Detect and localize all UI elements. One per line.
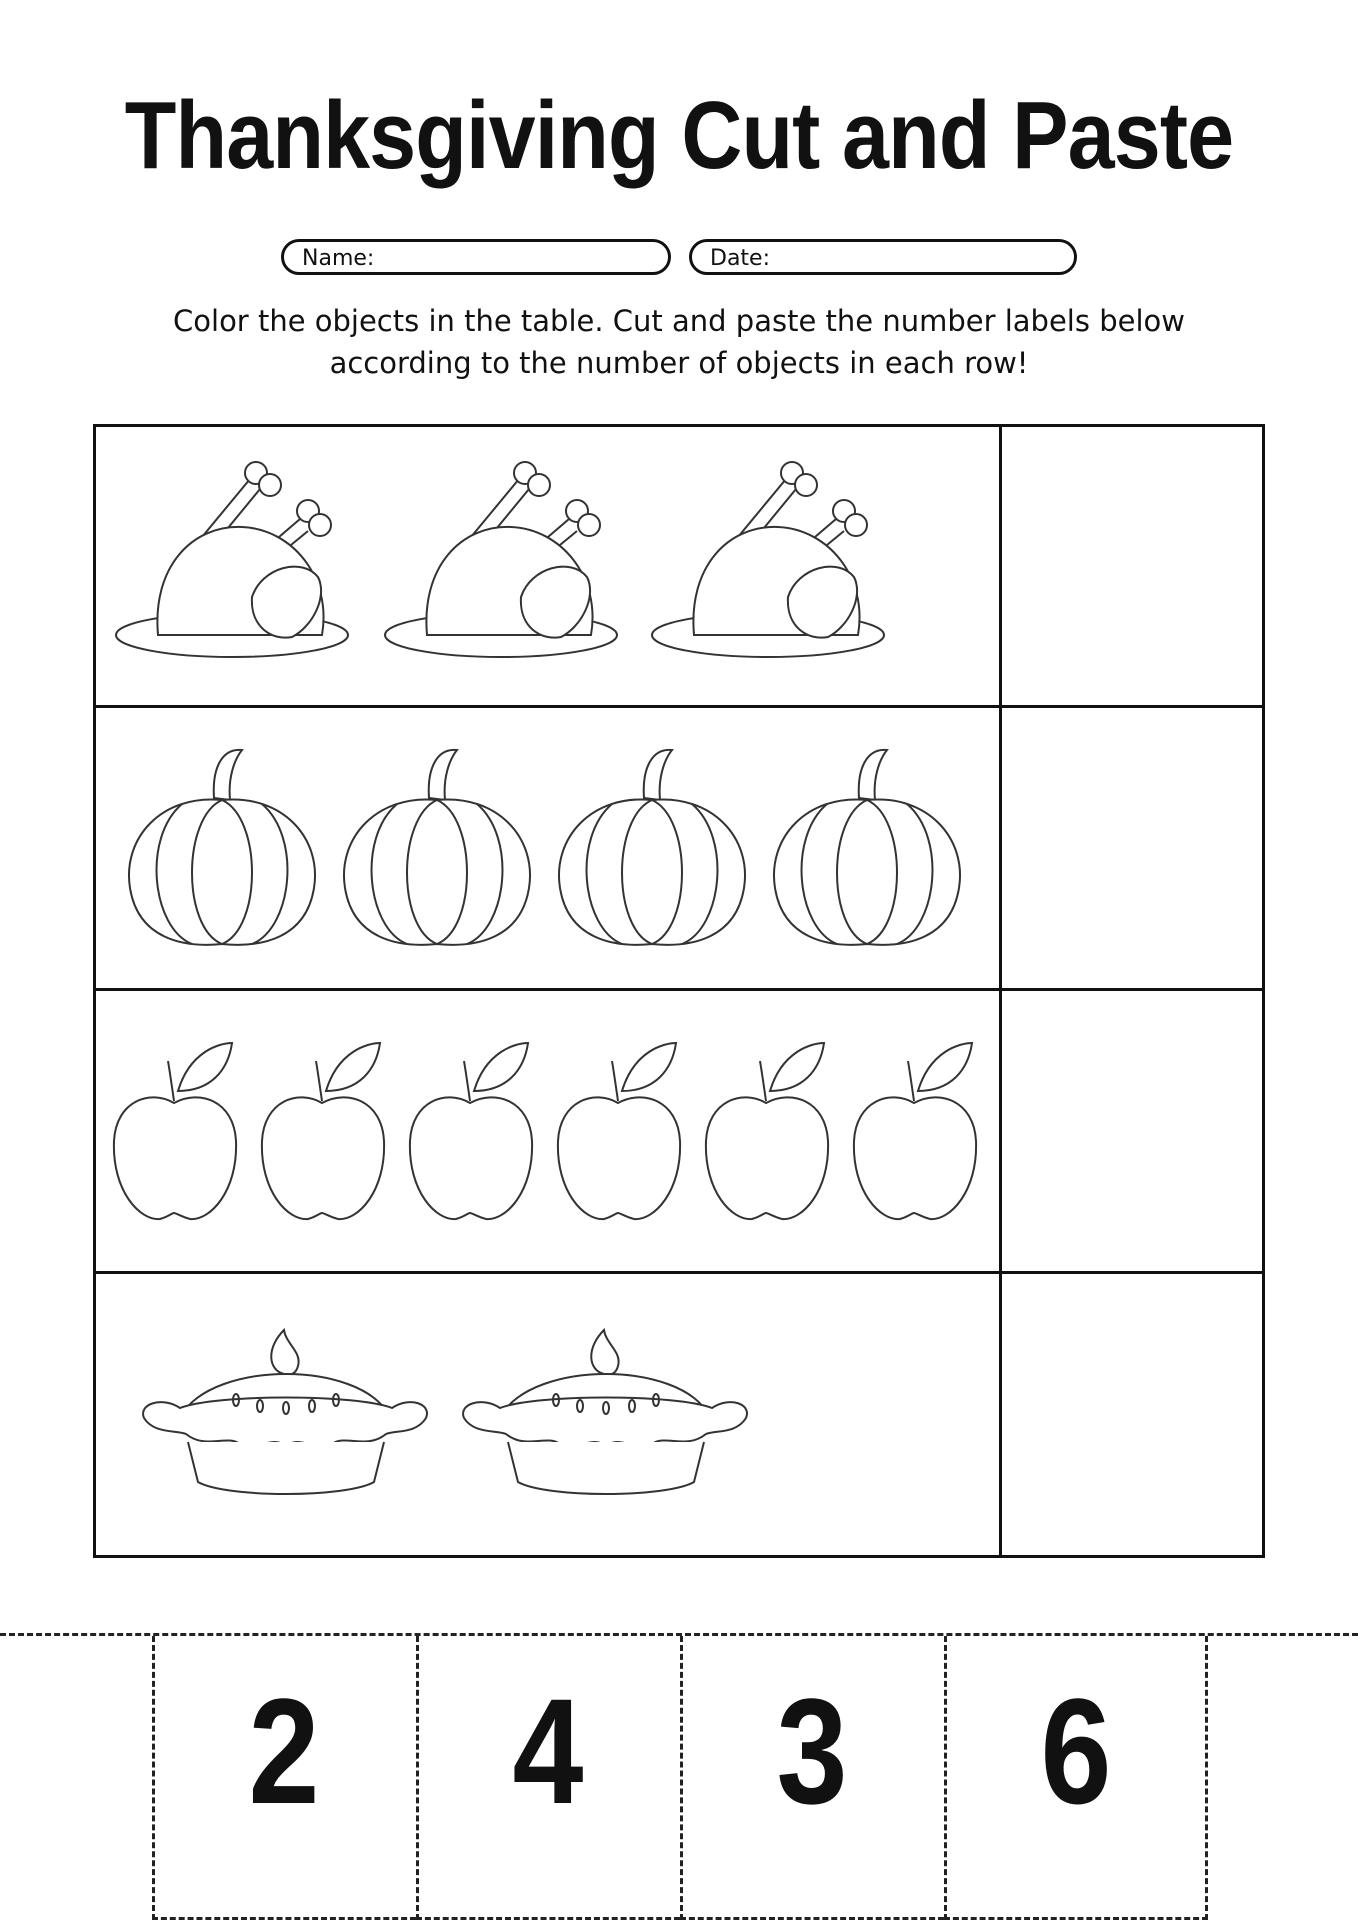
pumpkin-icon — [129, 750, 315, 945]
cut-label-number: 3 — [776, 1667, 848, 1835]
cut-label-number: 4 — [512, 1667, 584, 1835]
pie-icon — [463, 1330, 747, 1494]
row-turkeys — [96, 427, 999, 705]
answer-box-4[interactable] — [1002, 1274, 1262, 1555]
answer-box-3[interactable] — [1002, 991, 1262, 1271]
answer-box-2[interactable] — [1002, 708, 1262, 988]
apple-icon — [706, 1043, 828, 1219]
instructions — [0, 300, 1358, 384]
answer-box-1[interactable] — [1002, 427, 1262, 705]
page-title: Thanksgiving Cut and Paste — [124, 82, 1234, 189]
pie-row-art — [96, 1274, 999, 1555]
row-pies — [96, 1274, 999, 1555]
cut-label-card[interactable] — [152, 1636, 416, 1920]
turkey-icon — [116, 462, 348, 657]
row-apples — [96, 991, 999, 1271]
cut-label-number: 2 — [248, 1667, 320, 1835]
turkey-icon — [652, 462, 884, 657]
name-label: Name: — [302, 246, 375, 271]
cut-label-card[interactable] — [944, 1636, 1208, 1920]
pie-icon — [143, 1330, 427, 1494]
apple-icon — [262, 1043, 384, 1219]
row-pumpkins — [96, 708, 999, 988]
pumpkin-icon — [559, 750, 745, 945]
apple-icon — [114, 1043, 236, 1219]
apple-icon — [410, 1043, 532, 1219]
pumpkin-row-art — [96, 708, 999, 988]
turkey-icon — [385, 462, 617, 657]
apple-icon — [558, 1043, 680, 1219]
apple-row-art — [96, 991, 999, 1271]
cut-label-card[interactable] — [416, 1636, 680, 1920]
instructions-text: Color the objects in the table. Cut and paste the number labels below according to the number of objects in each row! — [173, 304, 1185, 380]
cut-label-card[interactable] — [680, 1636, 944, 1920]
date-label: Date: — [710, 246, 770, 271]
apple-icon — [854, 1043, 976, 1219]
date-field[interactable] — [689, 239, 1077, 275]
cut-label-number: 6 — [1040, 1667, 1112, 1835]
pumpkin-icon — [774, 750, 960, 945]
name-field[interactable] — [281, 239, 671, 275]
pumpkin-icon — [344, 750, 530, 945]
turkey-row-art — [96, 427, 999, 705]
